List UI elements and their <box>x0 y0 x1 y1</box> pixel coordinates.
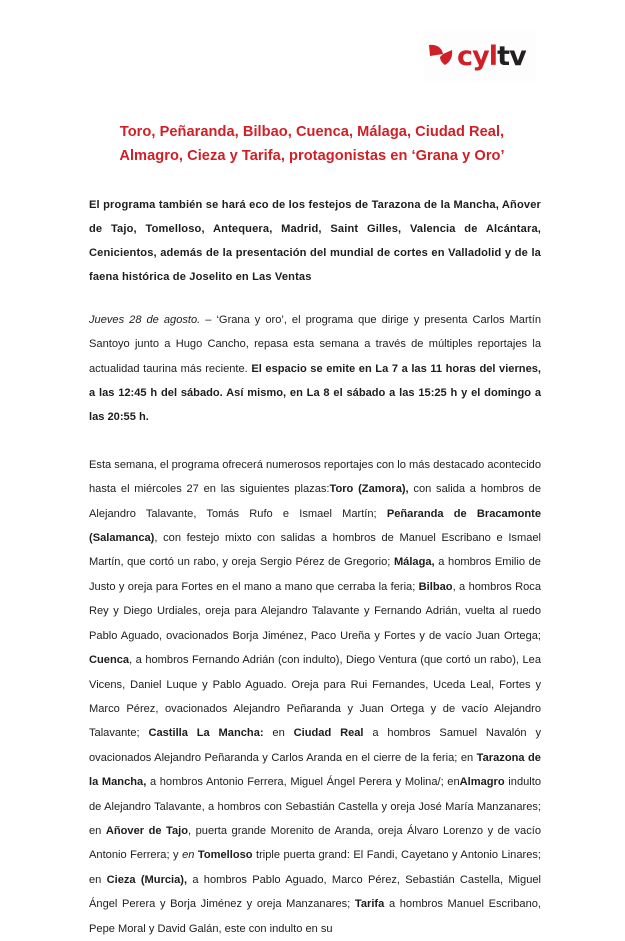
main-text-4: a hombros Emilio de Justo y oreja para Fortes en el mano a mano que cerraba la feria; <box>89 556 541 593</box>
plaza-anover-de-tajo: Añover de Tajo <box>105 824 189 837</box>
plaza-penaranda: Peñaranda de Bracamonte (Salamanca) <box>89 507 541 545</box>
main-text-8: a hombros Samuel Navalón y ovacionados Alejandro Peñaranda y Carlos Aranda en el cierre de la feria; en <box>89 727 541 764</box>
main-text-intro: Esta semana, el programa ofrecerá numerosos reportajes con lo más destacado acontecido hasta el miércoles 27 en las siguientes plazas: <box>89 458 542 496</box>
intro-text: ‘Grana y oro’, el programa que dirige y presenta Carlos Martín Santoyo junto a Hugo Cancho, repasa esta semana a través de múltiples reportajes la actualidad taurina más reciente. <box>89 314 541 375</box>
main-text-9: a hombros Antonio Ferrera, Miguel Ángel Perera y Molina/; en <box>146 776 460 789</box>
intro-paragraph <box>89 308 541 428</box>
logo-text-tv: tv <box>497 40 526 72</box>
plaza-tarazona: Tarazona de la Mancha, <box>89 751 541 789</box>
region-castilla-la-mancha: Castilla La Mancha: <box>148 727 264 740</box>
broadcast-schedule: El espacio se emite en La 7 a las 11 horas del viernes, a las 12:45 h del sábado. Así mismo, en La 8 el sábado a las 15:25 h y el domingo a las 20:55 h. <box>89 362 541 423</box>
plaza-cuenca: Cuenca <box>89 654 130 667</box>
preposition-en: en <box>182 849 195 862</box>
plaza-cieza: Cieza (Murcia), <box>106 873 188 886</box>
cyltv-logo <box>424 31 536 81</box>
main-text-2: con salida a hombros de Alejandro Talavante, Tomás Rufo e Ismael Martín; <box>89 483 541 520</box>
document-header <box>0 0 625 100</box>
page-title-line-1: Toro, Peñaranda, Bilbao, Cuenca, Málaga, Ciudad Real, <box>119 123 505 140</box>
plaza-tomelloso: Tomelloso <box>197 849 253 862</box>
cyltv-wordmark <box>457 40 526 72</box>
main-text-10: indulto de Alejandro Talavante, a hombros con Sebastián Castella y oreja José María Manzanares; en <box>89 776 541 837</box>
dateline: Jueves 28 de agosto. <box>89 314 201 327</box>
main-text-12: triple puerta grand: El Fandi, Cayetano y Antonio Linares; en <box>89 849 541 886</box>
lead-paragraph: El programa también se hará eco de los festejos de Tarazona de la Mancha, Añover de Tajo, Tomelloso, Antequera, Madrid, Saint Gilles, Valencia de Alcántara, Cenicientos, además de la presentación del mundial de cortes en Valladolid y de la faena histórica de Joselito en Las Ventas <box>89 199 541 284</box>
main-text-6: , a hombros Fernando Adrián (con indulto), Diego Ventura (que cortó un rabo), Lea Vicens, Daniel Luque y Pablo Aguado. Oreja para Rui Fernandes, Uceda Leal, Fortes y Marco Pérez, ovacionados Alejandro Peñaranda y Juan Ortega y de vacío Alejandro Talavante; <box>89 654 541 740</box>
main-paragraph <box>89 453 541 941</box>
main-text-14: a hombros Manuel Escribano, Pepe Moral y David Galán, este con indulto en su <box>89 898 541 935</box>
main-text-11: , puerta grande Morenito de Aranda, oreja Álvaro Lorenzo y de vacío Antonio Ferrera; y <box>89 824 541 862</box>
dateline-dash: – <box>200 314 217 327</box>
page-title-line-2: Almagro, Cieza y Tarifa, protagonistas en ‘Grana y Oro’ <box>119 148 505 165</box>
main-text-5: , a hombros Roca Rey y Diego Urdiales, oreja para Alejandro Talavante y Fernando Adrián, vuelta al ruedo Pablo Aguado, ovacionados Borja Jiménez, Paco Ureña y Fortes y de vacío Juan Ortega; <box>89 580 542 642</box>
plaza-toro: Toro (Zamora), <box>329 483 409 496</box>
plaza-ciudad-real: Ciudad Real <box>293 727 364 740</box>
main-text-7: en <box>263 727 294 740</box>
main-text-13: a hombros Pablo Aguado, Marco Pérez, Sebastián Castella, Miguel Ángel Perera y Borja Jiménez y oreja Manzanares; <box>89 873 541 911</box>
plaza-bilbao: Bilbao <box>418 580 453 593</box>
cyltv-pinwheel-icon <box>428 43 454 71</box>
logo-text-cyl: cyl <box>457 40 498 72</box>
main-text-3: , con festejo mixto con salidas a hombros de Manuel Escribano e Ismael Martín, que cortó un rabo, y oreja Sergio Pérez de Gregorio; <box>89 532 541 569</box>
document-body <box>89 193 541 941</box>
plaza-tarifa: Tarifa <box>354 898 385 911</box>
page-title <box>62 120 562 169</box>
plaza-malaga: Málaga, <box>393 556 435 569</box>
plaza-almagro: Almagro <box>459 776 505 789</box>
